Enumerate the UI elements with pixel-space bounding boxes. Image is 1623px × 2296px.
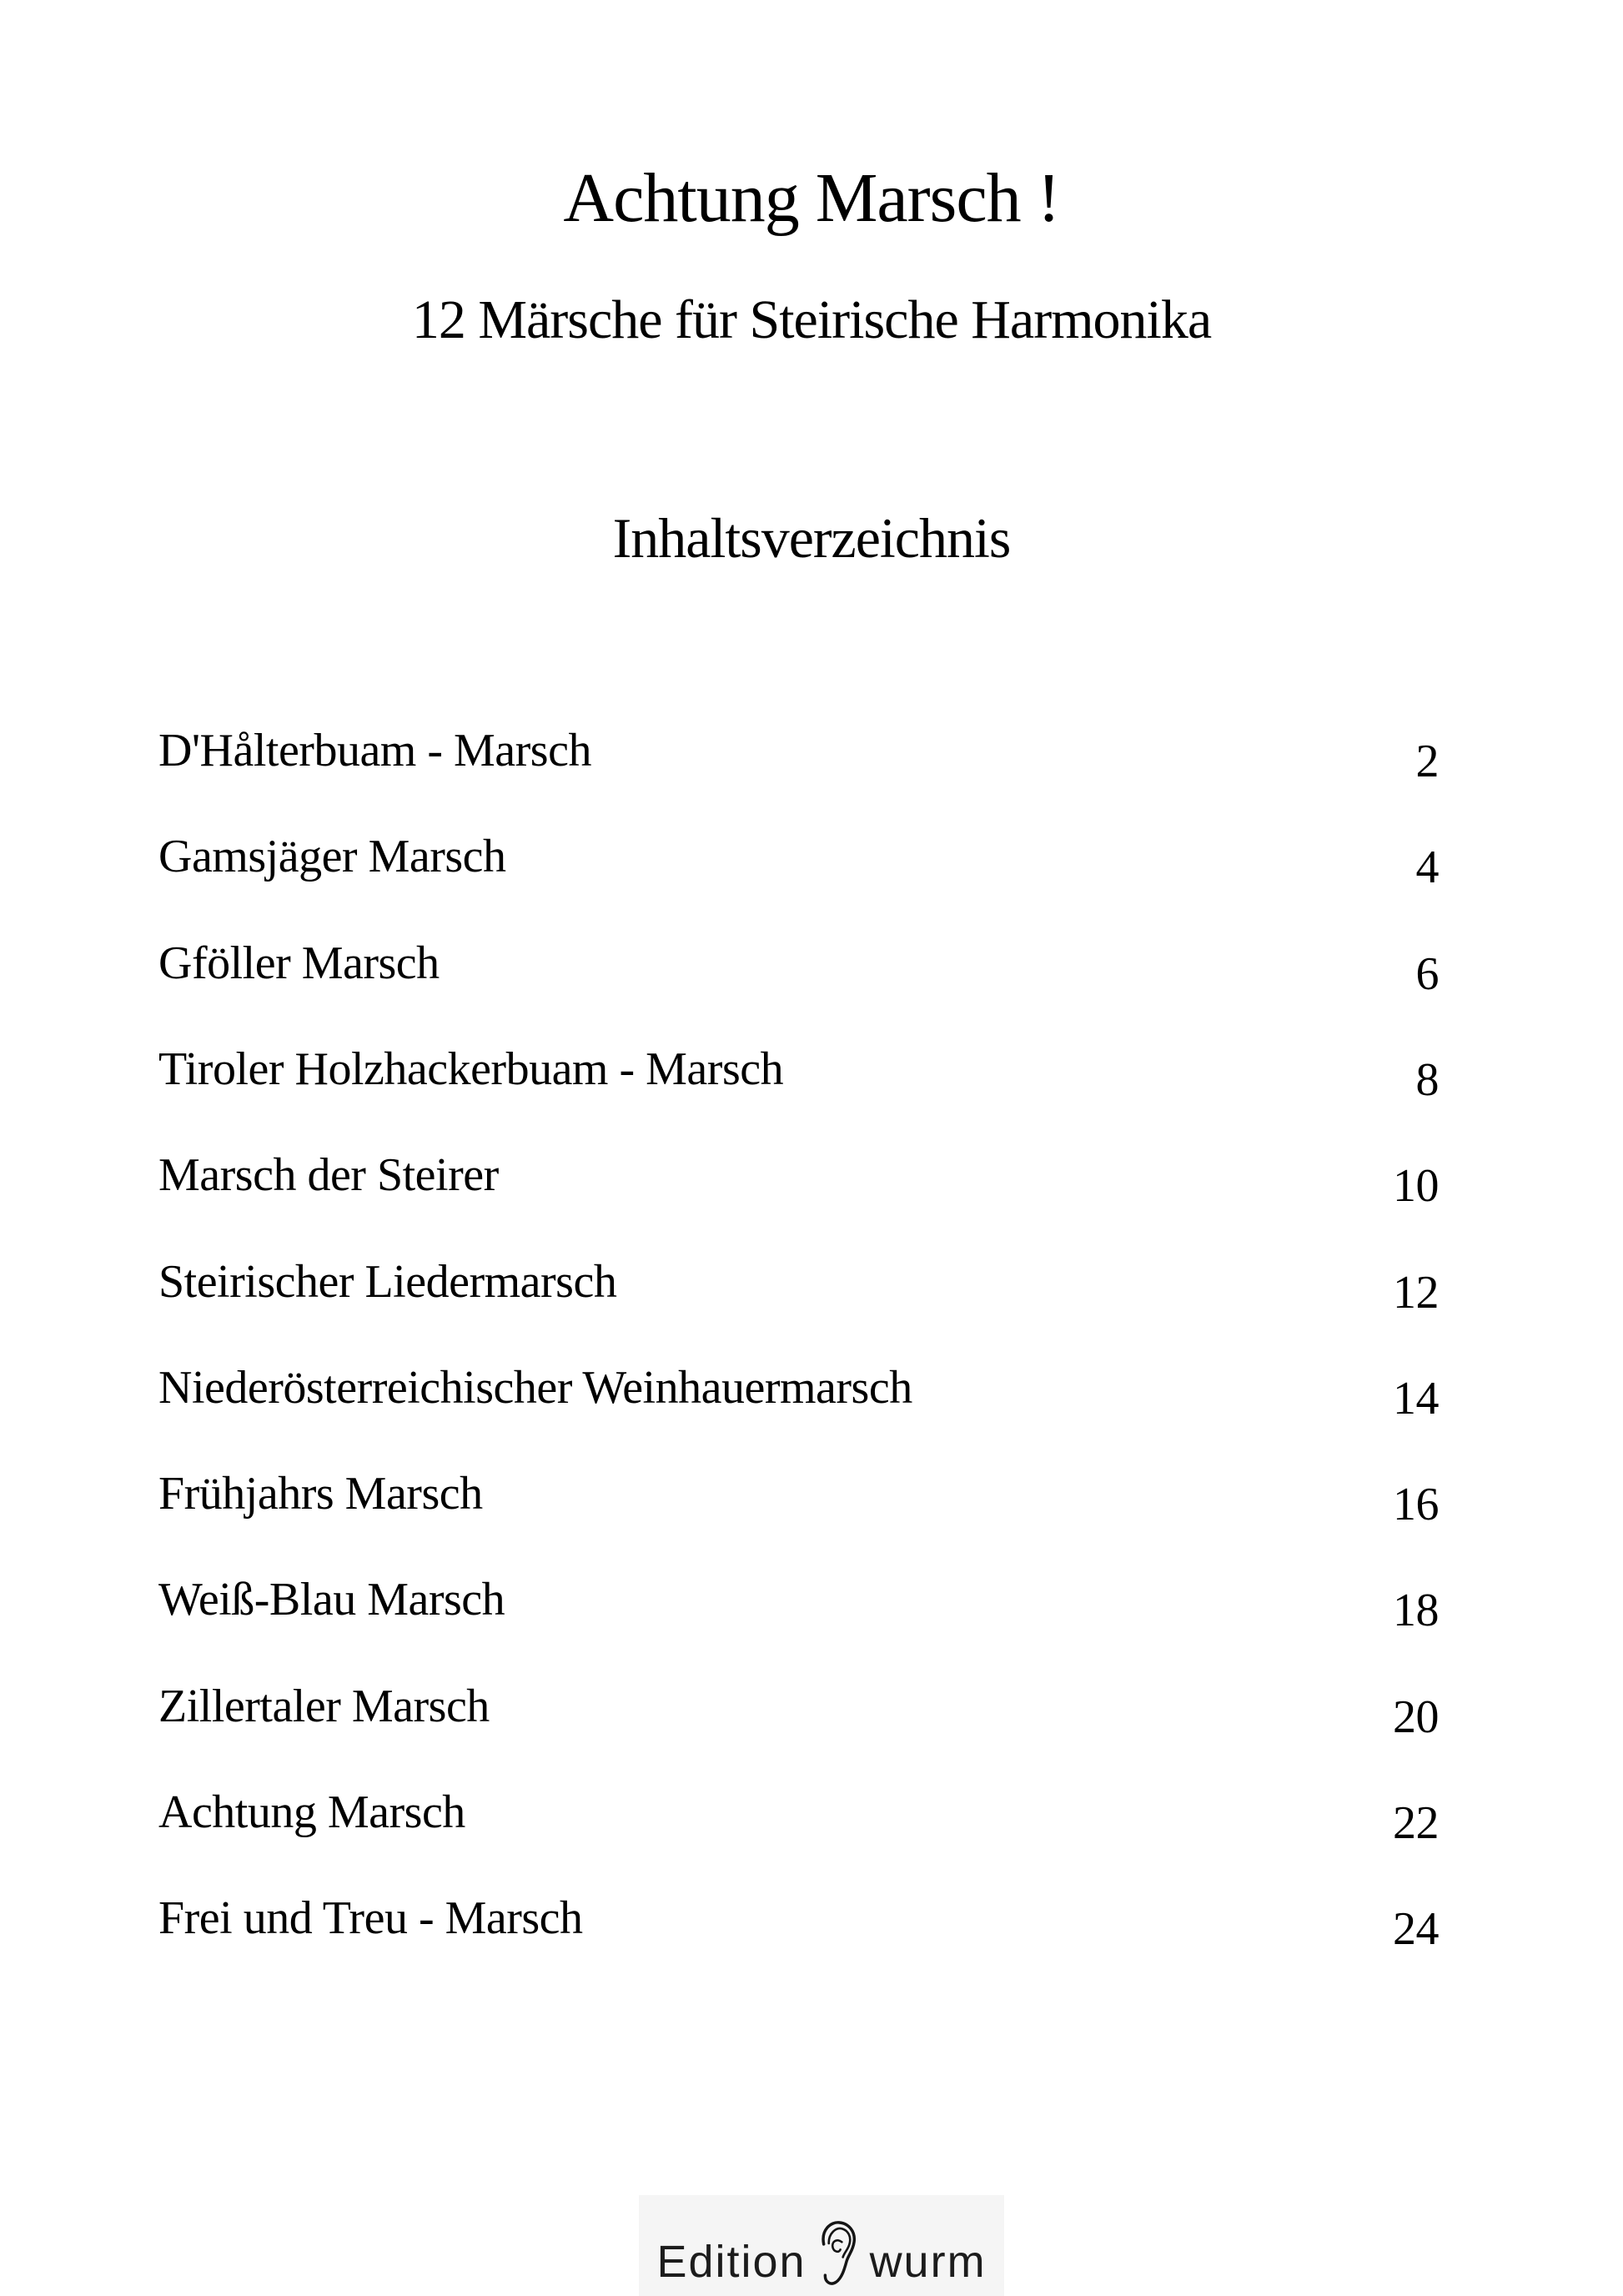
toc-heading: Inhaltsverzeichnis bbox=[612, 506, 1011, 570]
toc-entry-title: D'Hålterbuam - Marsch bbox=[158, 725, 591, 776]
toc-row bbox=[158, 1574, 1439, 1636]
toc-entry-title: Steirischer Liedermarsch bbox=[158, 1256, 617, 1308]
toc-entry-title: Frühjahrs Marsch bbox=[158, 1468, 483, 1520]
toc-row bbox=[158, 1362, 1439, 1424]
toc-entry-title: Zillertaler Marsch bbox=[158, 1681, 490, 1732]
publisher-name-left: Edition bbox=[656, 2237, 806, 2287]
toc-entry-page: 2 bbox=[1415, 736, 1439, 787]
toc-entry-title: Achtung Marsch bbox=[158, 1786, 465, 1838]
publisher-logo bbox=[639, 2195, 1004, 2296]
toc-entry-page: 8 bbox=[1415, 1054, 1439, 1106]
toc-row bbox=[158, 725, 1439, 787]
toc-row bbox=[158, 1681, 1439, 1743]
toc-entry-title: Frei und Treu - Marsch bbox=[158, 1892, 583, 1944]
toc-row bbox=[158, 1256, 1439, 1319]
toc-entry-page: 6 bbox=[1415, 948, 1439, 1000]
publisher-name-right: wurm bbox=[869, 2237, 987, 2287]
toc-entry-title: Gamsjäger Marsch bbox=[158, 831, 506, 882]
toc-entry-title: Gföller Marsch bbox=[158, 937, 440, 989]
toc-row bbox=[158, 831, 1439, 893]
toc-row bbox=[158, 1043, 1439, 1106]
toc-entry-title: Niederösterreichischer Weinhauermarsch bbox=[158, 1362, 912, 1414]
toc-entry-title: Tiroler Holzhackerbuam - Marsch bbox=[158, 1043, 784, 1095]
toc-entry-page: 12 bbox=[1393, 1267, 1439, 1319]
toc-entry-page: 14 bbox=[1393, 1373, 1439, 1424]
ear-icon bbox=[817, 2218, 860, 2291]
toc-row bbox=[158, 1892, 1439, 1955]
toc-entry-page: 16 bbox=[1393, 1479, 1439, 1530]
toc-row bbox=[158, 1149, 1439, 1212]
toc-entry-page: 22 bbox=[1393, 1797, 1439, 1849]
toc-entry-page: 20 bbox=[1393, 1691, 1439, 1743]
toc-entry-page: 10 bbox=[1393, 1160, 1439, 1212]
toc-row bbox=[158, 937, 1439, 1000]
toc-entry-title: Marsch der Steirer bbox=[158, 1149, 499, 1201]
toc-row bbox=[158, 1786, 1439, 1849]
toc-entry-page: 4 bbox=[1415, 842, 1439, 893]
book-subtitle: 12 Märsche für Steirische Harmonika bbox=[411, 289, 1212, 350]
toc-entry-title: Weiß-Blau Marsch bbox=[158, 1574, 505, 1625]
toc-entry-page: 18 bbox=[1393, 1585, 1439, 1636]
toc-entry-page: 24 bbox=[1393, 1903, 1439, 1955]
book-title: Achtung Marsch ! bbox=[563, 159, 1060, 237]
toc-row bbox=[158, 1468, 1439, 1530]
